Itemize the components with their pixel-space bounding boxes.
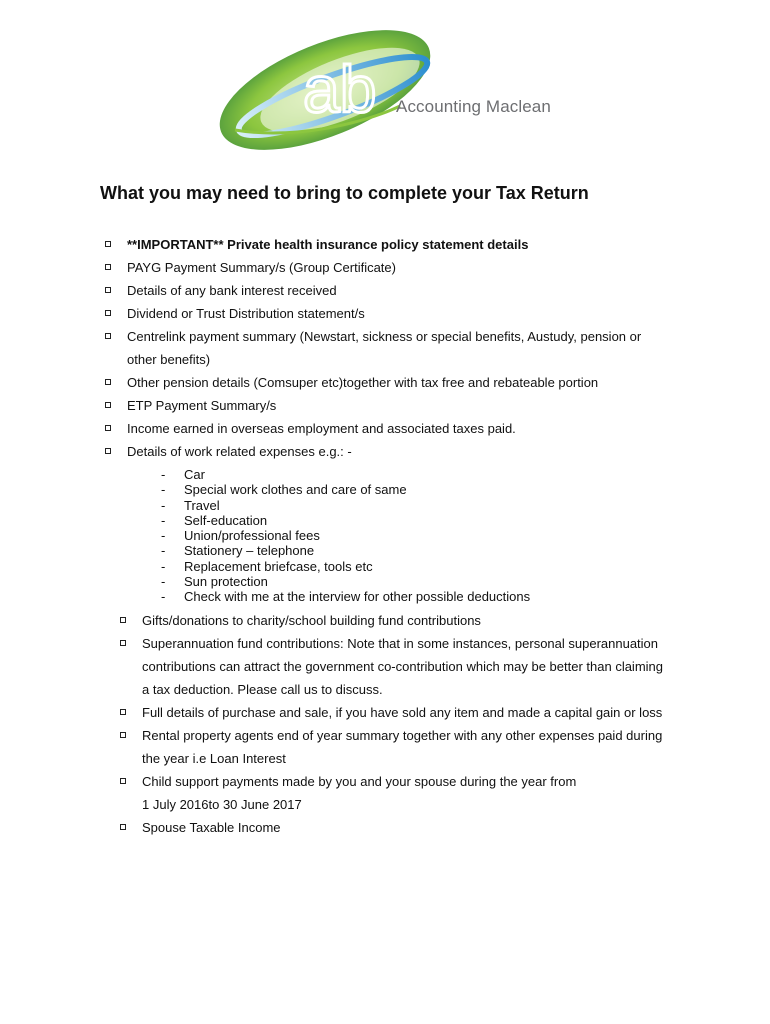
expense-item-text: Union/professional fees	[184, 528, 320, 544]
expense-item	[161, 513, 530, 528]
checklist-item-text: Income earned in overseas employment and associated taxes paid.	[127, 421, 516, 436]
checklist-item	[127, 440, 641, 463]
dash-marker: -	[161, 497, 166, 513]
checklist-item-text: ETP Payment Summary/s	[127, 398, 277, 413]
expense-item-text: Self-education	[184, 512, 268, 528]
checkbox-icon	[120, 732, 126, 738]
page-title: What you may need to bring to complete your Tax Return	[100, 183, 589, 203]
checkbox-icon	[120, 778, 126, 784]
expense-item	[161, 528, 530, 543]
logo-wordmark: Accounting Maclean	[396, 97, 551, 116]
checklist-item-continuation: contributions can attract the government co-contribution which may be better than claiming	[142, 659, 663, 674]
expense-item	[161, 589, 530, 604]
checklist-item-text: Details of any bank interest received	[127, 283, 337, 298]
checklist-item-text: Child support payments made by you and your spouse during the year from	[142, 774, 577, 789]
checkbox-icon	[105, 379, 111, 385]
expense-item-text: Replacement briefcase, tools etc	[184, 558, 373, 574]
checklist-item	[142, 701, 663, 724]
checkbox-icon	[105, 241, 111, 247]
checklist-item-text: Details of work related expenses e.g.: -	[127, 444, 352, 459]
checkbox-icon	[105, 310, 111, 316]
checklist-item-continuation: other benefits)	[127, 352, 211, 367]
expense-item	[161, 467, 530, 482]
checklist-item	[127, 279, 641, 302]
checklist-item-continuation: the year i.e Loan Interest	[142, 751, 286, 766]
checkbox-icon	[105, 425, 111, 431]
checklist-item-text: Other pension details (Comsuper etc)together with tax free and rebateable portion	[127, 375, 599, 390]
checkbox-icon	[105, 333, 111, 339]
checklist-item-text: **IMPORTANT** Private health insurance policy statement details	[127, 237, 529, 252]
expense-item	[161, 482, 530, 497]
checkbox-icon	[120, 640, 126, 646]
dash-marker: -	[161, 512, 166, 528]
checklist-item-text: Centrelink payment summary (Newstart, sickness or special benefits, Austudy, pension or	[127, 329, 642, 344]
checklist-item	[142, 632, 663, 701]
checkbox-icon	[105, 264, 111, 270]
expense-item	[161, 559, 530, 574]
checklist-item-text: Full details of purchase and sale, if you have sold any item and made a capital gain or loss	[142, 705, 663, 720]
expense-item-text: Car	[184, 467, 205, 482]
checkbox-icon	[105, 448, 111, 454]
dash-marker: -	[161, 574, 166, 590]
checklist-item	[142, 724, 663, 770]
checkbox-icon	[120, 709, 126, 715]
checkbox-icon	[120, 617, 126, 623]
expense-item-text: Sun protection	[184, 574, 268, 590]
expense-item	[161, 574, 530, 589]
checklist-item-text: Dividend or Trust Distribution statement/s	[127, 306, 365, 321]
checklist-more	[142, 609, 663, 839]
expense-item-text: Special work clothes and care of same	[184, 482, 407, 498]
checklist-item	[127, 233, 641, 256]
checklist-item-text: Rental property agents end of year summary together with any other expenses paid during	[142, 728, 663, 743]
expense-item-text: Travel	[184, 497, 220, 513]
dash-marker: -	[161, 543, 166, 559]
expense-item-text: Stationery – telephone	[184, 543, 315, 559]
checklist-item	[127, 302, 641, 325]
dash-marker: -	[161, 482, 166, 498]
checklist-item	[127, 417, 641, 440]
checklist-item	[142, 770, 663, 816]
checkbox-icon	[105, 402, 111, 408]
checklist-item	[142, 816, 663, 839]
logo-monogram: ab	[303, 52, 377, 126]
checkbox-icon	[105, 287, 111, 293]
company-logo	[215, 18, 565, 153]
dash-marker: -	[161, 558, 166, 574]
dash-marker: -	[161, 467, 166, 482]
checklist-item	[127, 394, 641, 417]
checklist-item	[127, 371, 641, 394]
checklist-item	[127, 325, 641, 371]
expense-item-text: Check with me at the interview for other possible deductions	[184, 589, 531, 605]
checklist-item-continuation: a tax deduction. Please call us to discuss.	[142, 682, 383, 697]
checklist-item-text: Gifts/donations to charity/school building fund contributions	[142, 613, 481, 628]
expense-item	[161, 543, 530, 558]
checklist-item-continuation: 1 July 2016to 30 June 2017	[142, 797, 302, 812]
checklist-item-text: Spouse Taxable Income	[142, 820, 281, 835]
checklist-item	[127, 256, 641, 279]
checklist-item	[142, 609, 663, 632]
dash-marker: -	[161, 528, 166, 544]
checklist-item-text: PAYG Payment Summary/s (Group Certificate)	[127, 260, 396, 275]
expense-item	[161, 498, 530, 513]
checkbox-icon	[120, 824, 126, 830]
logo-swoosh	[215, 18, 565, 153]
work-expenses-list	[161, 467, 530, 605]
checklist-main	[127, 233, 641, 463]
dash-marker: -	[161, 589, 166, 605]
checklist-item-text: Superannuation fund contributions: Note that in some instances, personal superannuation	[142, 636, 659, 651]
